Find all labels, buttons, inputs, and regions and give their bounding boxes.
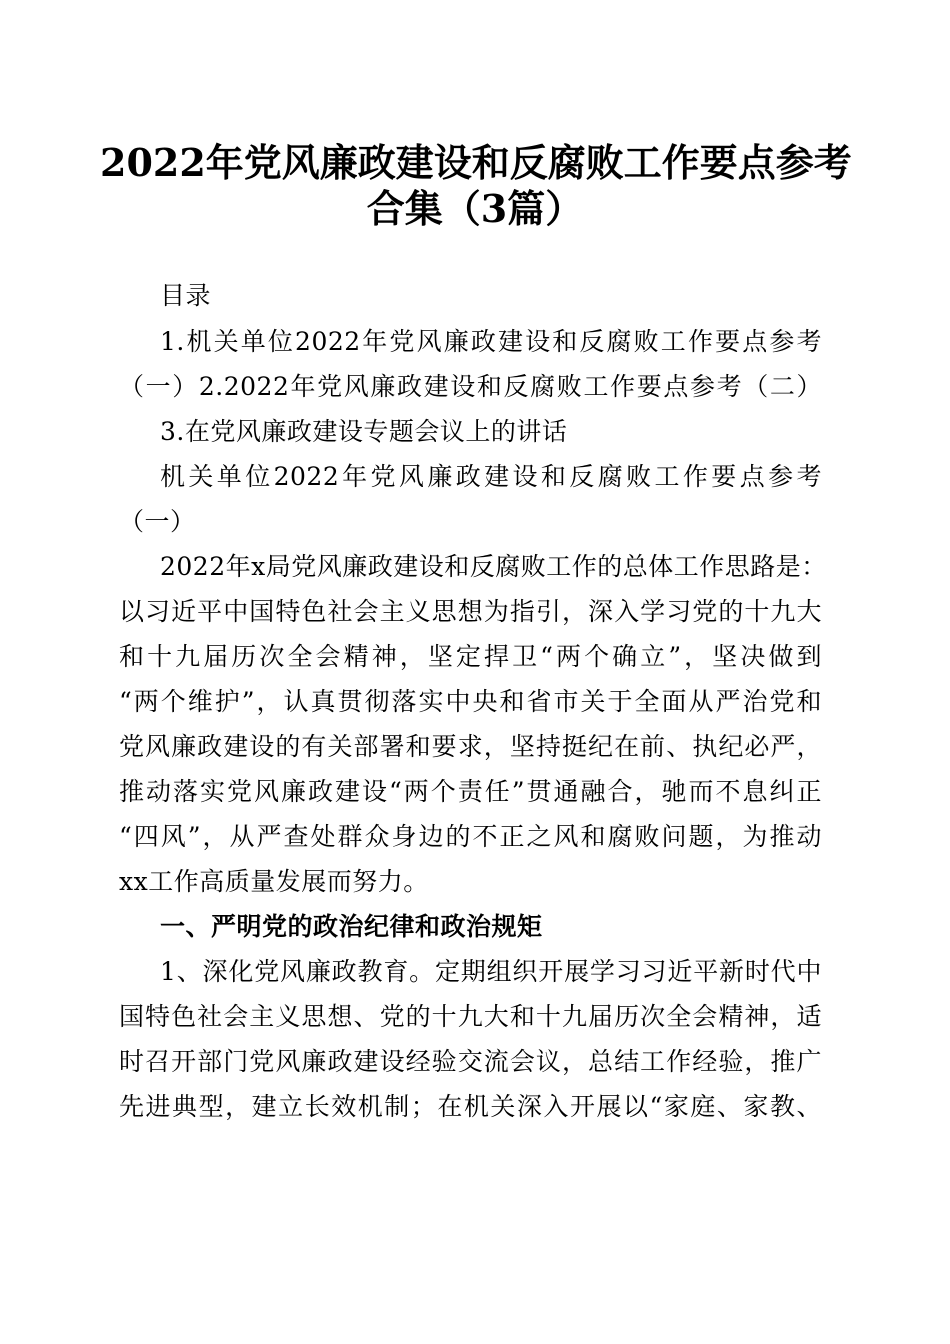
document-title-line-2: 合集（3篇） [366,186,584,231]
paragraph-1-line: 2022年x局党风廉政建设和反腐败工作的总体工作思路是： [160,552,827,581]
toc-heading: 目录 [160,281,212,310]
section-title-line-1: 机关单位2022年党风廉政建设和反腐败工作要点参考 [160,462,822,491]
paragraph-1-line: xx工作高质量发展而努力。 [119,867,429,896]
toc-item-2: （一）2.2022年党风廉政建设和反腐败工作要点参考（二） [119,372,822,401]
toc-item-1: 1.机关单位2022年党风廉政建设和反腐败工作要点参考 [160,327,822,356]
paragraph-1-line: 以习近平中国特色社会主义思想为指引，深入学习党的十九大 [119,597,822,626]
paragraph-1-line: 党风廉政建设的有关部署和要求，坚持挺纪在前、执纪必严， [119,732,822,761]
paragraph-1-line: 推动落实党风廉政建设“两个责任”贯通融合，驰而不息纠正 [119,777,822,806]
paragraph-1-line: 和十九届历次全会精神，坚定捍卫“两个确立”，坚决做到 [119,642,822,671]
paragraph-2-line: 国特色社会主义思想、党的十九大和十九届历次全会精神，适 [119,1002,822,1031]
paragraph-1-line: “四风”，从严查处群众身边的不正之风和腐败问题，为推动 [119,822,822,851]
paragraph-1-line: “两个维护”，认真贯彻落实中央和省市关于全面从严治党和 [119,687,822,716]
document-title-line-1: 2022年党风廉政建设和反腐败工作要点参考 [100,140,852,185]
paragraph-2-line: 先进典型，建立长效机制；在机关深入开展以“家庭、家教、 [119,1092,822,1121]
section-title-line-2: （一） [119,507,196,536]
section-heading-1: 一、严明党的政治纪律和政治规矩 [160,912,543,941]
toc-item-3: 3.在党风廉政建设专题会议上的讲话 [160,417,568,446]
paragraph-2-line: 1、深化党风廉政教育。定期组织开展学习习近平新时代中 [160,957,822,986]
paragraph-2-line: 时召开部门党风廉政建设经验交流会议，总结工作经验，推广 [119,1047,822,1076]
